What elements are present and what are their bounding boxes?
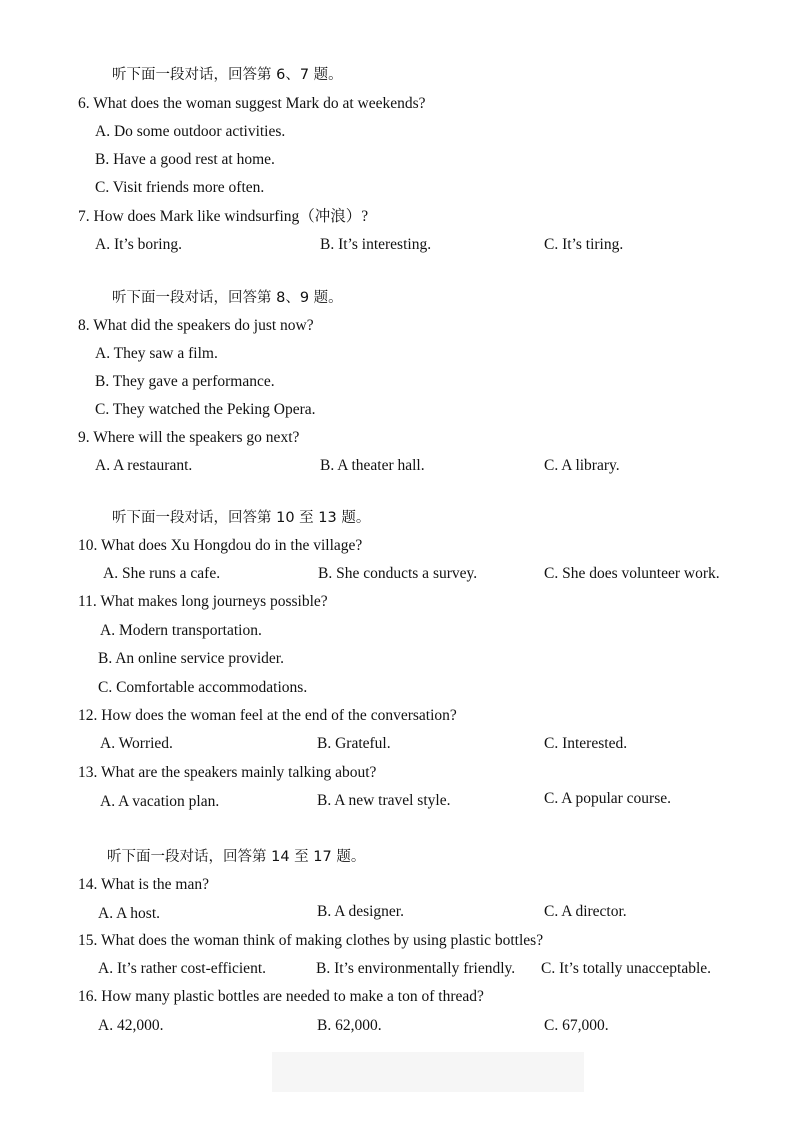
question-stem: 7. How does Mark like windsurfing（冲浪）? (78, 208, 369, 225)
faint-smudge (272, 1052, 584, 1092)
answer-option: A. Worried. (100, 735, 173, 752)
answer-option: C. Visit friends more often. (95, 179, 265, 196)
question-stem: 15. What does the woman think of making clothes by using plastic bottles? (78, 932, 544, 949)
question-stem: 16. How many plastic bottles are needed to make a ton of thread? (78, 988, 484, 1005)
answer-option: C. It’s tiring. (544, 236, 624, 253)
answer-option: B. Have a good rest at home. (95, 151, 275, 168)
answer-option: B. She conducts a survey. (318, 565, 478, 582)
answer-option: B. Grateful. (317, 735, 391, 752)
question-stem: 13. What are the speakers mainly talking about? (78, 764, 377, 781)
answer-option: C. A director. (544, 903, 627, 920)
answer-option: C. Interested. (544, 735, 628, 752)
section-header: 听下面一段对话，回答第 10 至 13 题。 (112, 510, 371, 526)
section-header: 听下面一段对话，回答第 14 至 17 题。 (107, 849, 366, 865)
answer-option: A. Modern transportation. (100, 622, 262, 639)
question-stem: 11. What makes long journeys possible? (78, 593, 328, 610)
answer-option: B. 62,000. (317, 1017, 382, 1034)
question-stem: 8. What did the speakers do just now? (78, 317, 314, 334)
answer-option: B. A new travel style. (317, 792, 451, 809)
section-header: 听下面一段对话，回答第 8、9 题。 (112, 290, 343, 306)
answer-option: A. A restaurant. (95, 457, 193, 474)
answer-option: C. A library. (544, 457, 620, 474)
answer-option: A. It’s rather cost-efficient. (98, 960, 266, 977)
answer-option: B. A theater hall. (320, 457, 425, 474)
answer-option: B. It’s environmentally friendly. (316, 960, 516, 977)
answer-option: B. A designer. (317, 903, 404, 920)
section-header: 听下面一段对话，回答第 6、7 题。 (112, 67, 343, 83)
answer-option: C. She does volunteer work. (544, 565, 720, 582)
question-stem: 6. What does the woman suggest Mark do at weekends? (78, 95, 426, 112)
answer-option: C. They watched the Peking Opera. (95, 401, 316, 418)
answer-option: A. Do some outdoor activities. (95, 123, 286, 140)
answer-option: A. She runs a cafe. (103, 565, 221, 582)
answer-option: A. A host. (98, 905, 161, 922)
answer-option: C. 67,000. (544, 1017, 609, 1034)
question-stem: 12. How does the woman feel at the end of the conversation? (78, 707, 457, 724)
question-stem: 10. What does Xu Hongdou do in the village? (78, 537, 363, 554)
answer-option: A. 42,000. (98, 1017, 164, 1034)
answer-option: A. A vacation plan. (100, 793, 220, 810)
answer-option: B. It’s interesting. (320, 236, 432, 253)
answer-option: A. It’s boring. (95, 236, 182, 253)
answer-option: C. A popular course. (544, 790, 671, 807)
answer-option: B. An online service provider. (98, 650, 284, 667)
answer-option: B. They gave a performance. (95, 373, 275, 390)
answer-option: C. It’s totally unacceptable. (541, 960, 712, 977)
question-stem: 14. What is the man? (78, 876, 210, 893)
answer-option: C. Comfortable accommodations. (98, 679, 308, 696)
answer-option: A. They saw a film. (95, 345, 218, 362)
question-stem: 9. Where will the speakers go next? (78, 429, 300, 446)
